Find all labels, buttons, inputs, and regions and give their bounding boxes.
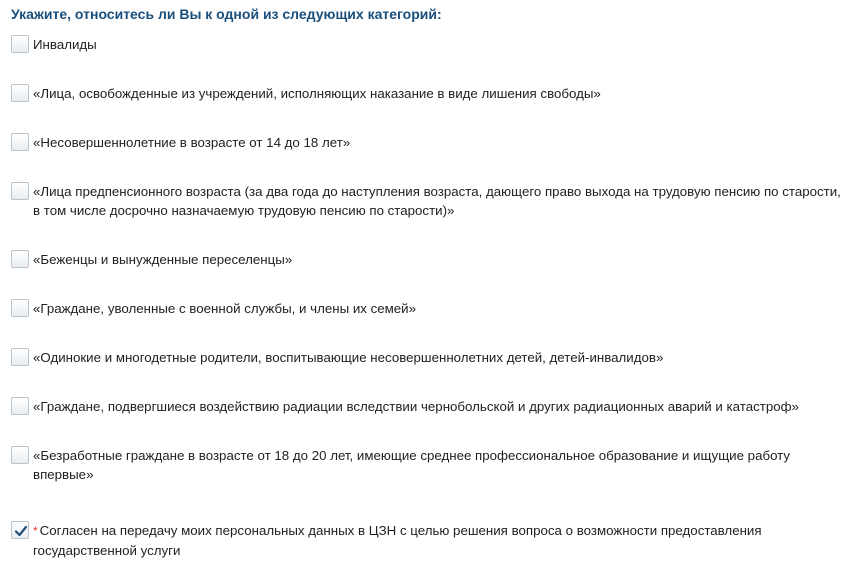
checkbox-released-prisoners[interactable] <box>11 84 29 102</box>
consent-row <box>11 521 841 560</box>
category-row-military <box>11 299 841 318</box>
checkbox-pre-retirement[interactable] <box>11 182 29 200</box>
category-label: «Граждане, подвергшиеся воздействию радиации вследствии чернобольской и других радиационных аварий и катастроф» <box>33 399 799 414</box>
category-row-radiation <box>11 397 841 416</box>
section-heading: Укажите, относитесь ли Вы к одной из следующих категорий: <box>11 6 442 22</box>
checkbox-minors[interactable] <box>11 133 29 151</box>
consent-text: Согласен на передачу моих персональных данных в ЦЗН с целью решения вопроса о возможности предоставления государственной услуги <box>33 523 762 558</box>
consent-label <box>33 521 841 560</box>
category-row-refugees <box>11 250 841 269</box>
checkbox-young-unemployed[interactable] <box>11 446 29 464</box>
checkbox-radiation[interactable] <box>11 397 29 415</box>
checkbox-disabled[interactable] <box>11 35 29 53</box>
category-label: «Лица, освобожденные из учреждений, исполняющих наказание в виде лишения свободы» <box>33 86 601 101</box>
checkbox-refugees[interactable] <box>11 250 29 268</box>
category-label: «Лица предпенсионного возраста (за два года до наступления возраста, дающего право выхода на трудовую пенсию по старости, в том числе досрочно назначаемую трудовую пенсию по старости)» <box>33 184 841 218</box>
required-mark: * <box>33 524 38 538</box>
checkbox-military[interactable] <box>11 299 29 317</box>
checkbox-parents[interactable] <box>11 348 29 366</box>
category-row-minors <box>11 133 841 152</box>
category-row-released-prisoners <box>11 84 841 103</box>
category-label: «Граждане, уволенные с военной службы, и члены их семей» <box>33 301 416 316</box>
category-row-parents <box>11 348 841 367</box>
checkbox-consent[interactable] <box>11 521 29 539</box>
category-label: «Безработные граждане в возрасте от 18 до 20 лет, имеющие среднее профессиональное образование и ищущие работу впервые» <box>33 448 791 482</box>
category-row-disabled <box>11 35 841 54</box>
checkmark-icon <box>14 524 28 538</box>
category-label: Инвалиды <box>33 37 97 52</box>
category-row-young-unemployed <box>11 446 841 484</box>
category-row-pre-retirement <box>11 182 841 220</box>
category-label: «Одинокие и многодетные родители, воспитывающие несовершеннолетних детей, детей-инвалидов» <box>33 350 664 365</box>
category-label: «Беженцы и вынужденные переселенцы» <box>33 252 293 267</box>
category-label: «Несовершеннолетние в возрасте от 14 до 18 лет» <box>33 135 351 150</box>
